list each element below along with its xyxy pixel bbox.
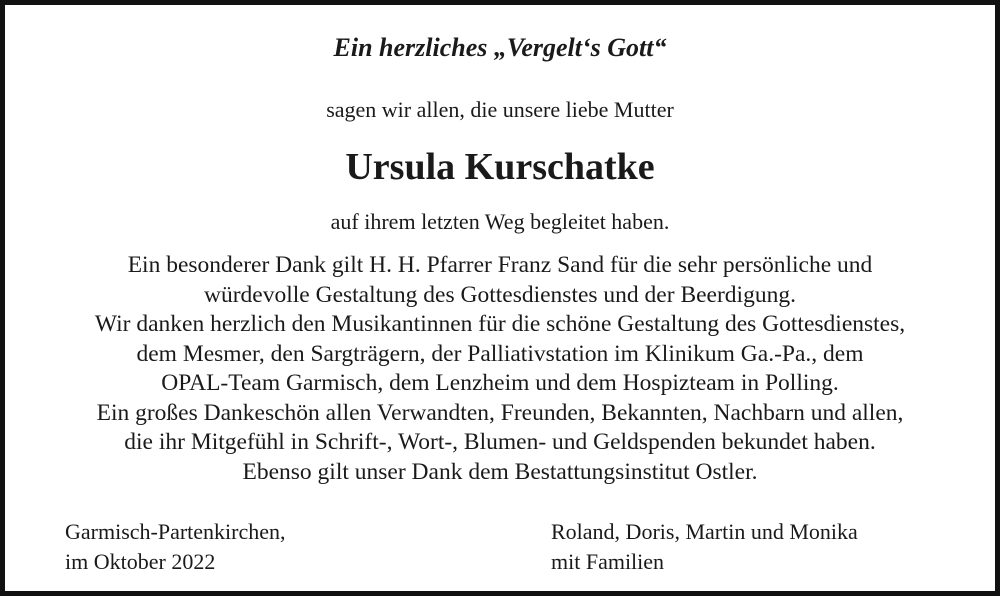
body-line: Ein besonderer Dank gilt H. H. Pfarrer Franz Sand für die sehr persönliche und <box>127 252 873 278</box>
body-line: die ihr Mitgefühl in Schrift-, Wort-, Blumen- und Geldspenden bekundet haben. <box>124 429 876 455</box>
after-name-text: auf ihrem letzten Weg begleitet haben. <box>330 209 670 234</box>
signature-names: Roland, Doris, Martin und Monika <box>551 519 858 544</box>
body-line: dem Mesmer, den Sargträgern, der Palliativstation im Klinikum Ga.-Pa., dem <box>136 340 864 367</box>
place-date <box>65 517 286 577</box>
thanks-body <box>5 251 995 487</box>
body-line: Ebenso gilt unser Dank dem Bestattungsinstitut Ostler. <box>242 458 758 485</box>
deceased-name: Ursula Kurschatke <box>345 146 655 188</box>
notice-heading: Ein herzliches „Vergelt‘s Gott“ <box>333 33 667 62</box>
intro-text: sagen wir allen, die unsere liebe Mutter <box>326 97 674 122</box>
body-line: würdevolle Gestaltung des Gottesdienstes und der Beerdigung. <box>204 281 796 308</box>
signature-families: mit Familien <box>551 549 665 574</box>
signature <box>551 517 858 577</box>
place-line: Garmisch-Partenkirchen, <box>65 519 286 544</box>
body-line: Wir danken herzlich den Musikantinnen für die schöne Gestaltung des Gottesdienstes, <box>94 311 906 337</box>
body-line: OPAL-Team Garmisch, dem Lenzheim und dem Hospizteam in Polling. <box>161 370 839 396</box>
date-line: im Oktober 2022 <box>65 549 216 574</box>
body-line: Ein großes Dankeschön allen Verwandten, Freunden, Bekannten, Nachbarn und allen, <box>96 399 904 426</box>
